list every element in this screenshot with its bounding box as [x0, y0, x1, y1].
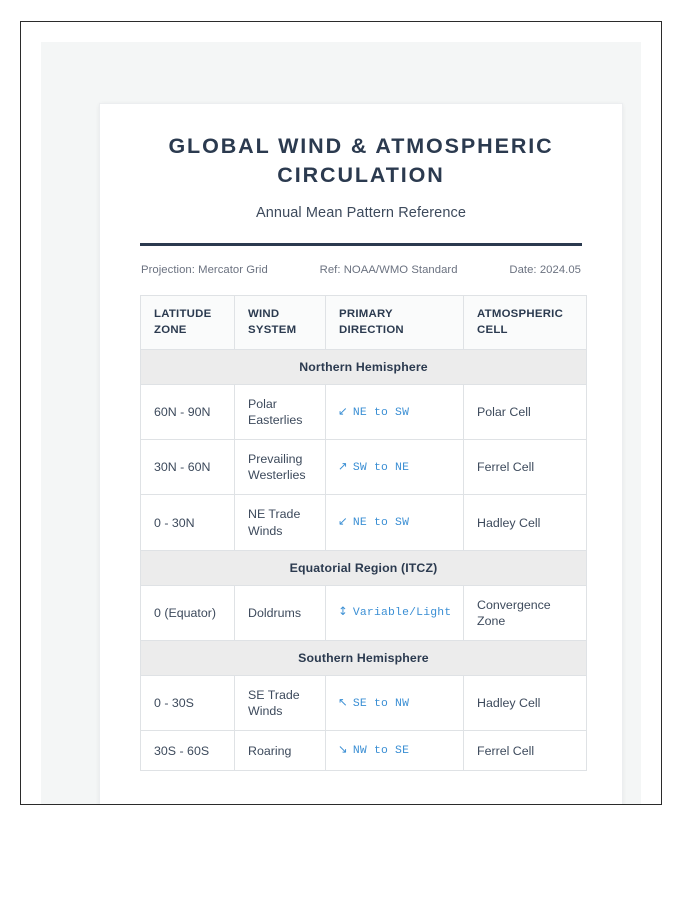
table-section-header-row: [141, 550, 587, 585]
cell-latitude-zone: 30S - 60S: [141, 731, 235, 771]
column-header-atmospheric-cell: ATMOSPHERIC CELL: [464, 296, 587, 350]
cell-atmospheric-cell: Ferrel Cell: [464, 731, 587, 771]
cell-latitude-zone: 30N - 60N: [141, 440, 235, 495]
cell-latitude-zone: 60N - 90N: [141, 384, 235, 439]
table-row: [141, 495, 587, 550]
table-section-header-row: [141, 349, 587, 384]
meta-projection: Projection: Mercator Grid: [141, 264, 268, 277]
cell-primary-direction: [326, 675, 464, 730]
document-body: [100, 104, 622, 771]
cell-primary-direction: [326, 384, 464, 439]
wind-direction-arrow-icon: ↙: [338, 403, 348, 418]
cell-latitude-zone: 0 - 30S: [141, 675, 235, 730]
table-header-row: [141, 296, 587, 350]
table-section-title: Southern Hemisphere: [141, 640, 587, 675]
wind-direction-label: Variable/Light: [352, 607, 452, 620]
table-row: [141, 585, 587, 640]
column-header-wind-system: WIND SYSTEM: [235, 296, 326, 350]
wind-direction-arrow-icon: ↙: [338, 514, 348, 529]
cell-wind-system: Polar Easterlies: [235, 384, 326, 439]
table-section-header-row: [141, 640, 587, 675]
wind-direction-label: NE to SW: [352, 517, 410, 530]
wind-direction-arrow-icon: ↗: [338, 458, 348, 473]
column-header-latitude-zone: LATITUDE ZONE: [141, 296, 235, 350]
wind-direction-label: SE to NW: [352, 697, 410, 710]
cell-primary-direction: [326, 440, 464, 495]
cell-wind-system: Prevailing Westerlies: [235, 440, 326, 495]
wind-direction-label: NW to SE: [352, 745, 410, 758]
cell-wind-system: SE Trade Winds: [235, 675, 326, 730]
cell-wind-system: NE Trade Winds: [235, 495, 326, 550]
document-meta-row: [140, 264, 582, 276]
table-header: [141, 296, 587, 350]
cell-atmospheric-cell: Convergence Zone: [464, 585, 587, 640]
table-row: [141, 675, 587, 730]
table-body: [141, 349, 587, 770]
title-divider: [140, 243, 582, 246]
wind-direction-arrow-icon: ↕: [338, 604, 348, 619]
wind-direction-label: SW to NE: [352, 461, 410, 474]
wind-direction-label: NE to SW: [352, 406, 410, 419]
cell-atmospheric-cell: Hadley Cell: [464, 675, 587, 730]
cell-atmospheric-cell: Polar Cell: [464, 384, 587, 439]
wind-systems-table: [140, 295, 587, 771]
meta-reference: Ref: NOAA/WMO Standard: [319, 264, 458, 277]
document-card: [99, 103, 623, 805]
table-section-title: Northern Hemisphere: [141, 349, 587, 384]
table-row: [141, 384, 587, 439]
cell-primary-direction: [326, 585, 464, 640]
table-row: [141, 731, 587, 771]
cell-latitude-zone: 0 - 30N: [141, 495, 235, 550]
browser-viewport: [20, 21, 662, 805]
page-subtitle: Annual Mean Pattern Reference: [255, 205, 467, 222]
wind-direction-arrow-icon: ↖: [338, 694, 348, 709]
table-section-title: Equatorial Region (ITCZ): [141, 550, 587, 585]
cell-atmospheric-cell: Hadley Cell: [464, 495, 587, 550]
cell-wind-system: Doldrums: [235, 585, 326, 640]
wind-direction-arrow-icon: ↘: [338, 742, 348, 757]
page-background: [41, 42, 641, 805]
cell-primary-direction: [326, 731, 464, 771]
table-row: [141, 440, 587, 495]
page-title: GLOBAL WIND & ATMOSPHERIC CIRCULATION: [168, 134, 554, 187]
cell-primary-direction: [326, 495, 464, 550]
meta-date: Date: 2024.05: [509, 264, 581, 277]
cell-latitude-zone: 0 (Equator): [141, 585, 235, 640]
column-header-primary-direction: PRIMARY DIRECTION: [326, 296, 464, 350]
cell-wind-system: Roaring: [235, 731, 326, 771]
cell-atmospheric-cell: Ferrel Cell: [464, 440, 587, 495]
